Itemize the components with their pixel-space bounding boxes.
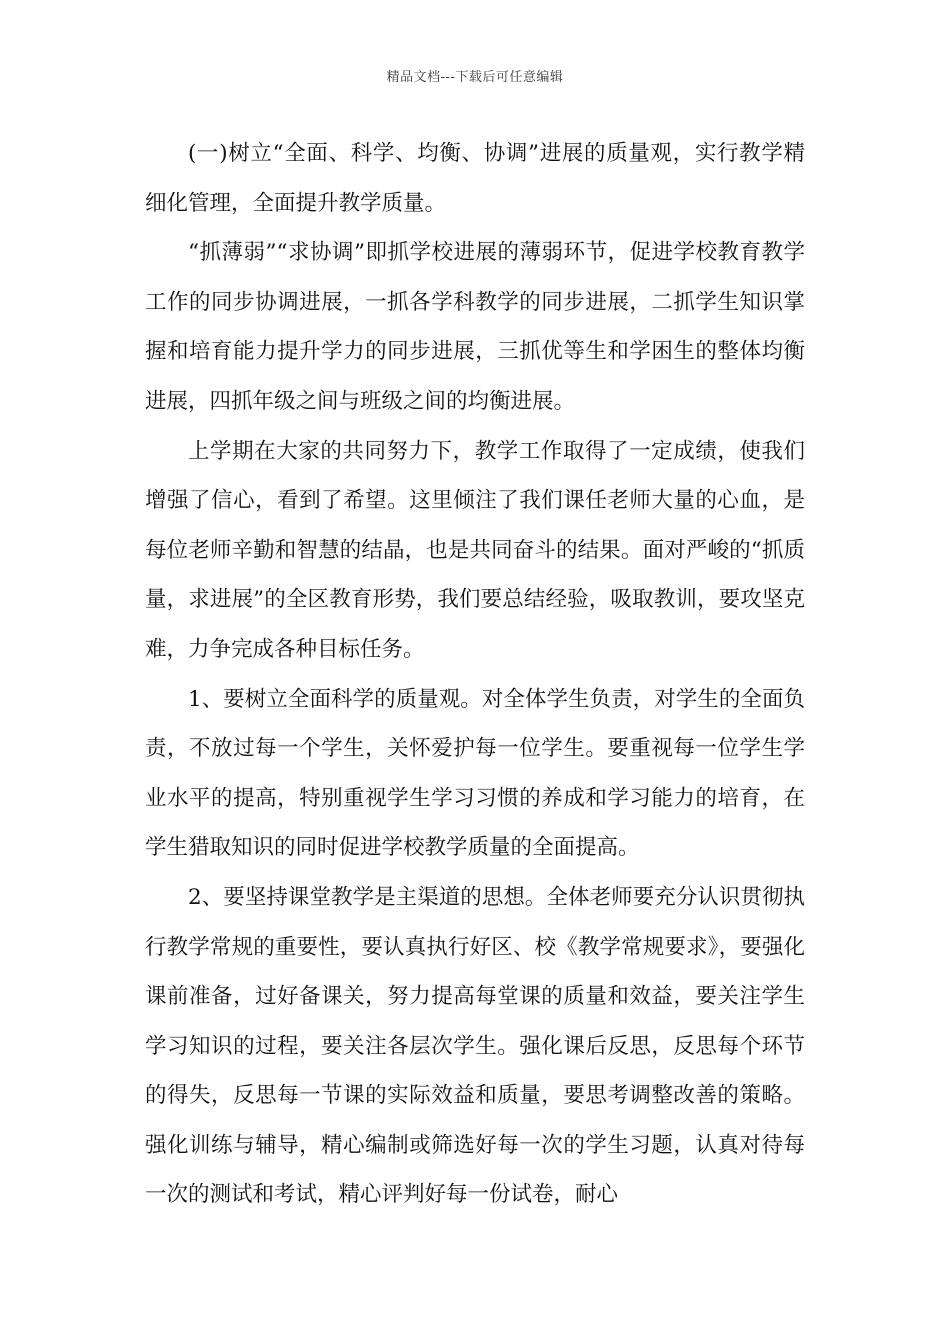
paragraph-5: 2、要坚持课堂教学是主渠道的思想。全体老师要充分认识贯彻执行教学常规的重要性，要认真执行好区、校《教学常规要求》，要强化课前准备，过好备课关，努力提高每堂课的质量和效益，要关注学生学习知识的过程，要关注各层次学生。强化课后反思，反思每个环节的得失，反思每一节课的实际效益和质量，要思考调整改善的策略。强化训练与辅导，精心编制或筛选好每一次的学生习题，认真对待每一次的测试和考试，精心评判好每一份试卷，耐心 <box>145 884 805 1208</box>
document-body <box>145 129 805 1220</box>
paragraph-1: (一)树立“全面、科学、均衡、协调”进展的质量观，实行教学精细化管理，全面提升教学质量。 <box>145 141 805 216</box>
paragraph-4: 1、要树立全面科学的质量观。对全体学生负责，对学生的全面负责，不放过每一个学生，关怀爱护每一位学生。要重视每一位学生学业水平的提高，特别重视学生学习习惯的养成和学习能力的培育，在学生猎取知识的同时促进学校教学质量的全面提高。 <box>145 686 805 861</box>
paragraph-2: “抓薄弱”“求协调”即抓学校进展的薄弱环节，促进学校教育教学工作的同步协调进展，一抓各学科教学的同步进展，二抓学生知识掌握和培育能力提升学力的同步进展，三抓优等生和学困生的整体均衡进展，四抓年级之间与班级之间的均衡进展。 <box>145 240 805 414</box>
paragraph-3: 上学期在大家的共同努力下，教学工作取得了一定成绩，使我们增强了信心，看到了希望。这里倾注了我们课任老师大量的心血，是每位老师辛勤和智慧的结晶，也是共同奋斗的结果。面对严峻的“抓质量，求进展”的全区教育形势，我们要总结经验，吸取教训，要攻坚克难，力争完成各种目标任务。 <box>145 438 805 662</box>
page-header: 精品文档---下载后可任意编辑 <box>386 70 564 85</box>
